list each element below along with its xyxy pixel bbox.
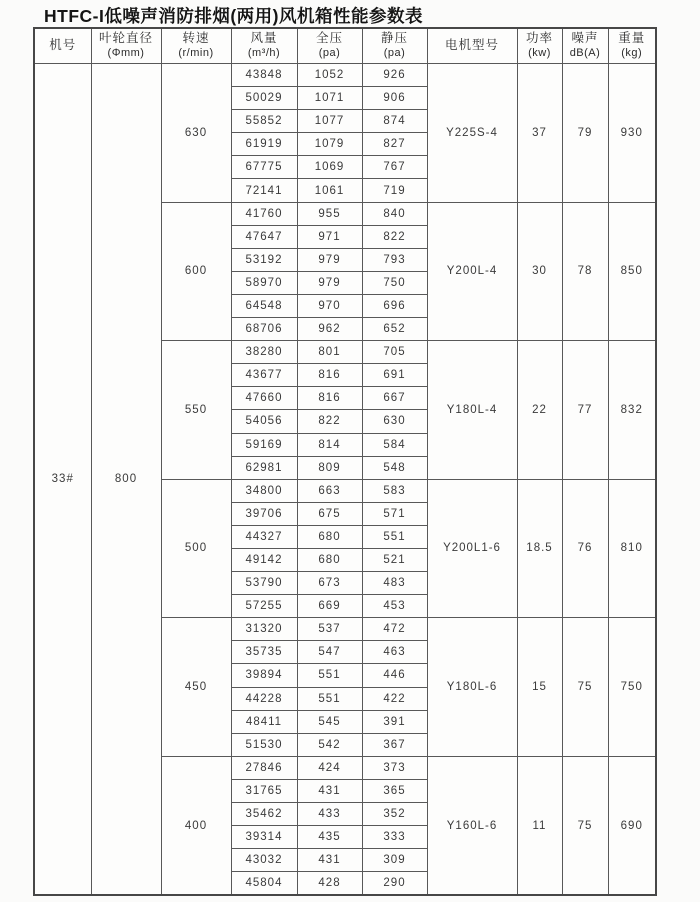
motor-model-cell: Y160L-6 [427, 756, 517, 895]
header-row [34, 28, 656, 64]
static-pressure-cell: 453 [362, 595, 427, 618]
total-pressure-cell: 970 [297, 294, 362, 317]
total-pressure-cell: 663 [297, 479, 362, 502]
total-pressure-cell: 673 [297, 572, 362, 595]
static-pressure-cell: 472 [362, 618, 427, 641]
static-pressure-cell: 309 [362, 849, 427, 872]
header-unit: (kg) [621, 46, 643, 59]
header-unit: (r/min) [178, 46, 214, 59]
static-pressure-cell: 667 [362, 387, 427, 410]
column-header-static-pressure [362, 28, 427, 64]
airflow-cell: 43677 [231, 364, 297, 387]
machine-no-cell: 33# [34, 64, 91, 896]
total-pressure-cell: 979 [297, 248, 362, 271]
column-header-power [517, 28, 562, 64]
weight-cell: 930 [608, 64, 656, 203]
weight-cell: 690 [608, 756, 656, 895]
airflow-cell: 54056 [231, 410, 297, 433]
speed-cell: 550 [161, 341, 231, 480]
static-pressure-cell: 365 [362, 779, 427, 802]
power-cell: 15 [517, 618, 562, 757]
power-cell: 37 [517, 64, 562, 203]
total-pressure-cell: 680 [297, 548, 362, 571]
static-pressure-cell: 584 [362, 433, 427, 456]
total-pressure-cell: 955 [297, 202, 362, 225]
static-pressure-cell: 719 [362, 179, 427, 202]
total-pressure-cell: 669 [297, 595, 362, 618]
airflow-cell: 39314 [231, 826, 297, 849]
airflow-cell: 50029 [231, 87, 297, 110]
weight-cell: 750 [608, 618, 656, 757]
airflow-cell: 59169 [231, 433, 297, 456]
airflow-cell: 58970 [231, 271, 297, 294]
noise-cell: 76 [562, 479, 608, 618]
airflow-cell: 45804 [231, 872, 297, 896]
speed-cell: 500 [161, 479, 231, 618]
weight-cell: 810 [608, 479, 656, 618]
static-pressure-cell: 840 [362, 202, 427, 225]
total-pressure-cell: 431 [297, 779, 362, 802]
static-pressure-cell: 750 [362, 271, 427, 294]
motor-model-cell: Y200L1-6 [427, 479, 517, 618]
total-pressure-cell: 822 [297, 410, 362, 433]
table-row [34, 64, 656, 87]
static-pressure-cell: 290 [362, 872, 427, 896]
static-pressure-cell: 827 [362, 133, 427, 156]
column-header-motor-model [427, 28, 517, 64]
static-pressure-cell: 583 [362, 479, 427, 502]
header-label: 电机型号 [444, 38, 499, 53]
static-pressure-cell: 352 [362, 803, 427, 826]
table-header [34, 28, 656, 64]
page-title: HTFC-I低噪声消防排烟(两用)风机箱性能参数表 [44, 6, 423, 26]
airflow-cell: 35462 [231, 803, 297, 826]
total-pressure-cell: 542 [297, 733, 362, 756]
column-header-airflow [231, 28, 297, 64]
noise-cell: 77 [562, 341, 608, 480]
power-cell: 22 [517, 341, 562, 480]
motor-model-cell: Y200L-4 [427, 202, 517, 341]
airflow-cell: 44327 [231, 525, 297, 548]
noise-cell: 78 [562, 202, 608, 341]
airflow-cell: 72141 [231, 179, 297, 202]
power-cell: 30 [517, 202, 562, 341]
static-pressure-cell: 373 [362, 756, 427, 779]
weight-cell: 832 [608, 341, 656, 480]
column-header-weight [608, 28, 656, 64]
header-unit: (pa) [318, 46, 341, 59]
airflow-cell: 47647 [231, 225, 297, 248]
static-pressure-cell: 521 [362, 548, 427, 571]
total-pressure-cell: 680 [297, 525, 362, 548]
static-pressure-cell: 422 [362, 687, 427, 710]
weight-cell: 850 [608, 202, 656, 341]
static-pressure-cell: 652 [362, 318, 427, 341]
static-pressure-cell: 391 [362, 710, 427, 733]
total-pressure-cell: 1071 [297, 87, 362, 110]
airflow-cell: 68706 [231, 318, 297, 341]
total-pressure-cell: 814 [297, 433, 362, 456]
header-unit: (kw) [528, 46, 551, 59]
impeller-diameter-cell: 800 [91, 64, 161, 896]
airflow-cell: 43032 [231, 849, 297, 872]
total-pressure-cell: 962 [297, 318, 362, 341]
power-cell: 18.5 [517, 479, 562, 618]
static-pressure-cell: 793 [362, 248, 427, 271]
total-pressure-cell: 816 [297, 364, 362, 387]
airflow-cell: 44228 [231, 687, 297, 710]
table-body [34, 64, 656, 896]
power-cell: 11 [517, 756, 562, 895]
total-pressure-cell: 537 [297, 618, 362, 641]
header-unit: (m³/h) [247, 46, 281, 59]
column-header-total-pressure [297, 28, 362, 64]
total-pressure-cell: 547 [297, 641, 362, 664]
static-pressure-cell: 548 [362, 456, 427, 479]
motor-model-cell: Y225S-4 [427, 64, 517, 203]
airflow-cell: 39894 [231, 664, 297, 687]
airflow-cell: 31765 [231, 779, 297, 802]
speed-cell: 400 [161, 756, 231, 895]
total-pressure-cell: 1079 [297, 133, 362, 156]
header-label: 重量 [618, 31, 646, 46]
column-header-impeller-diameter [91, 28, 161, 64]
header-unit: dB(A) [569, 46, 601, 59]
total-pressure-cell: 979 [297, 271, 362, 294]
airflow-cell: 55852 [231, 110, 297, 133]
total-pressure-cell: 816 [297, 387, 362, 410]
airflow-cell: 35735 [231, 641, 297, 664]
airflow-cell: 48411 [231, 710, 297, 733]
total-pressure-cell: 801 [297, 341, 362, 364]
column-header-speed [161, 28, 231, 64]
static-pressure-cell: 483 [362, 572, 427, 595]
speed-cell: 630 [161, 64, 231, 203]
header-label: 全压 [315, 31, 343, 46]
airflow-cell: 49142 [231, 548, 297, 571]
header-label: 静压 [380, 31, 408, 46]
total-pressure-cell: 809 [297, 456, 362, 479]
total-pressure-cell: 971 [297, 225, 362, 248]
header-unit: (pa) [383, 46, 406, 59]
noise-cell: 75 [562, 756, 608, 895]
static-pressure-cell: 333 [362, 826, 427, 849]
airflow-cell: 57255 [231, 595, 297, 618]
airflow-cell: 47660 [231, 387, 297, 410]
airflow-cell: 51530 [231, 733, 297, 756]
static-pressure-cell: 691 [362, 364, 427, 387]
static-pressure-cell: 906 [362, 87, 427, 110]
static-pressure-cell: 767 [362, 156, 427, 179]
static-pressure-cell: 551 [362, 525, 427, 548]
total-pressure-cell: 428 [297, 872, 362, 896]
total-pressure-cell: 1052 [297, 64, 362, 87]
static-pressure-cell: 705 [362, 341, 427, 364]
static-pressure-cell: 571 [362, 502, 427, 525]
airflow-cell: 39706 [231, 502, 297, 525]
header-unit: (Φmm) [107, 46, 145, 59]
static-pressure-cell: 926 [362, 64, 427, 87]
total-pressure-cell: 433 [297, 803, 362, 826]
static-pressure-cell: 874 [362, 110, 427, 133]
column-header-noise [562, 28, 608, 64]
airflow-cell: 53192 [231, 248, 297, 271]
noise-cell: 79 [562, 64, 608, 203]
static-pressure-cell: 446 [362, 664, 427, 687]
total-pressure-cell: 1069 [297, 156, 362, 179]
airflow-cell: 53790 [231, 572, 297, 595]
header-label: 功率 [525, 31, 553, 46]
speed-cell: 450 [161, 618, 231, 757]
motor-model-cell: Y180L-4 [427, 341, 517, 480]
airflow-cell: 41760 [231, 202, 297, 225]
airflow-cell: 38280 [231, 341, 297, 364]
static-pressure-cell: 696 [362, 294, 427, 317]
motor-model-cell: Y180L-6 [427, 618, 517, 757]
airflow-cell: 64548 [231, 294, 297, 317]
static-pressure-cell: 367 [362, 733, 427, 756]
airflow-cell: 62981 [231, 456, 297, 479]
airflow-cell: 34800 [231, 479, 297, 502]
total-pressure-cell: 551 [297, 687, 362, 710]
static-pressure-cell: 630 [362, 410, 427, 433]
airflow-cell: 31320 [231, 618, 297, 641]
header-label: 叶轮直径 [98, 31, 153, 46]
speed-cell: 600 [161, 202, 231, 341]
airflow-cell: 27846 [231, 756, 297, 779]
total-pressure-cell: 675 [297, 502, 362, 525]
header-label: 风量 [250, 31, 278, 46]
airflow-cell: 67775 [231, 156, 297, 179]
airflow-cell: 43848 [231, 64, 297, 87]
total-pressure-cell: 1077 [297, 110, 362, 133]
total-pressure-cell: 551 [297, 664, 362, 687]
header-label: 机号 [49, 38, 77, 53]
header-label: 转速 [182, 31, 210, 46]
total-pressure-cell: 431 [297, 849, 362, 872]
header-label: 噪声 [571, 31, 599, 46]
total-pressure-cell: 424 [297, 756, 362, 779]
total-pressure-cell: 1061 [297, 179, 362, 202]
total-pressure-cell: 435 [297, 826, 362, 849]
column-header-machine-no [34, 28, 91, 64]
airflow-cell: 61919 [231, 133, 297, 156]
noise-cell: 75 [562, 618, 608, 757]
static-pressure-cell: 463 [362, 641, 427, 664]
total-pressure-cell: 545 [297, 710, 362, 733]
fan-performance-table [33, 27, 657, 896]
static-pressure-cell: 822 [362, 225, 427, 248]
